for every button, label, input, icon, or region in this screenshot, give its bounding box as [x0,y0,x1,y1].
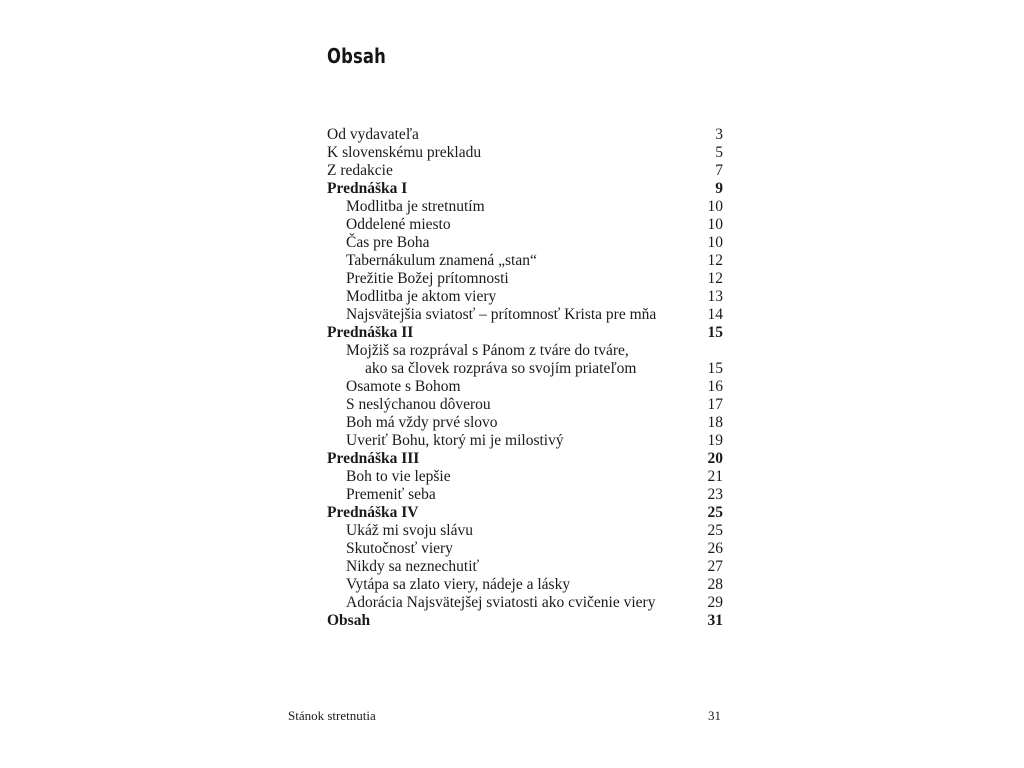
toc-entry [327,594,723,612]
toc-entry-title: Oddelené miesto [346,216,451,233]
toc-entry-page: 23 [707,486,723,503]
toc-entry-title: Boh to vie lepšie [346,468,451,485]
toc-section-title: Prednáška II [327,324,414,341]
toc-entry [327,378,723,396]
toc-entry [327,540,723,558]
toc-entry-title: Modlitba je stretnutím [346,198,485,215]
toc-entry-page: 26 [707,540,723,557]
toc-entry-title: Tabernákulum znamená „stan“ [346,252,537,269]
toc-entry [327,432,723,450]
toc-entry-title: Mojžiš sa rozprával s Pánom z tváre do tváre, [346,342,629,359]
toc-entry-page: 3 [715,126,723,143]
toc-entry-page: 27 [707,558,723,575]
toc-entry [327,396,723,414]
toc-entry [327,126,723,144]
toc-entry [327,468,723,486]
toc-entry-title: Nikdy sa neznechutiť [346,558,480,575]
toc-section [327,612,723,630]
toc-entry-page: 29 [707,594,723,611]
toc-entry-title: Vytápa sa zlato viery, nádeje a lásky [346,576,571,593]
toc-entry [327,144,723,162]
toc-section-page: 20 [707,450,723,467]
toc-entry-title: Osamote s Bohom [346,378,461,395]
toc-entry-page: 21 [707,468,723,485]
toc-entry-title: Boh má vždy prvé slovo [346,414,498,431]
toc-section-title: Prednáška I [327,180,408,197]
toc-entry-title: K slovenskému prekladu [327,144,482,161]
toc-section-page: 15 [707,324,723,341]
toc-entry-title: S neslýchanou dôverou [346,396,491,413]
toc-section [327,180,723,198]
toc-entry-title: Od vydavateľa [327,126,419,143]
toc-entry [327,234,723,252]
toc-entry [327,198,723,216]
toc-entry-title: Adorácia Najsvätejšej sviatosti ako cvičenie viery [346,594,656,611]
toc-entry [327,306,723,324]
toc-entry-page: 16 [707,378,723,395]
toc-entry [327,342,723,360]
toc-entry [327,486,723,504]
toc-entry-page: 5 [715,144,723,161]
toc-section [327,504,723,522]
toc-entry-title: Ukáž mi svoju slávu [346,522,473,539]
toc-entry-page: 17 [707,396,723,413]
toc-section [327,450,723,468]
toc-entry [327,558,723,576]
toc-entry [327,576,723,594]
toc-entry-page: 12 [707,252,723,269]
toc-section-title: Obsah [327,612,371,629]
footer-page-number: 31 [708,708,721,723]
toc-entry-page: 15 [707,360,723,377]
toc-entry-page: 28 [707,576,723,593]
toc-entry [327,270,723,288]
toc-entry [327,216,723,234]
toc-entry-title: Modlitba je aktom viery [346,288,497,305]
toc-section-page: 31 [707,612,723,629]
toc-section-title: Prednáška IV [327,504,419,521]
toc-entry-page: 10 [707,234,723,251]
toc-section-title: Prednáška III [327,450,420,467]
table-of-contents [327,126,723,630]
toc-entry [327,360,723,378]
toc-entry [327,162,723,180]
toc-entry [327,288,723,306]
toc-entry-title: Najsvätejšia sviatosť – prítomnosť Krista pre mňa [346,306,657,323]
toc-entry [327,414,723,432]
toc-entry-page: 18 [707,414,723,431]
toc-section [327,324,723,342]
toc-entry [327,252,723,270]
toc-entry-page: 12 [707,270,723,287]
toc-section-page: 9 [715,180,723,197]
toc-entry-title: Čas pre Boha [346,234,430,251]
toc-entry-page: 10 [707,216,723,233]
toc-entry-title: Z redakcie [327,162,393,179]
toc-entry-page: 19 [707,432,723,449]
toc-entry-title: ako sa človek rozpráva so svojím priateľom [365,360,637,377]
toc-entry-title: Uveriť Bohu, ktorý mi je milostivý [346,432,564,449]
toc-entry-page: 14 [707,306,723,323]
toc-entry-page: 10 [707,198,723,215]
toc-entry-title: Premeniť seba [346,486,436,503]
page-title: Obsah [327,44,387,68]
toc-section-page: 25 [707,504,723,521]
toc-entry [327,522,723,540]
toc-entry-page: 13 [707,288,723,305]
toc-entry-title: Prežitie Božej prítomnosti [346,270,509,287]
toc-entry-page: 25 [707,522,723,539]
toc-entry-title: Skutočnosť viery [346,540,453,557]
toc-entry-page: 7 [715,162,723,179]
footer-book-title: Stánok stretnutia [288,708,376,723]
